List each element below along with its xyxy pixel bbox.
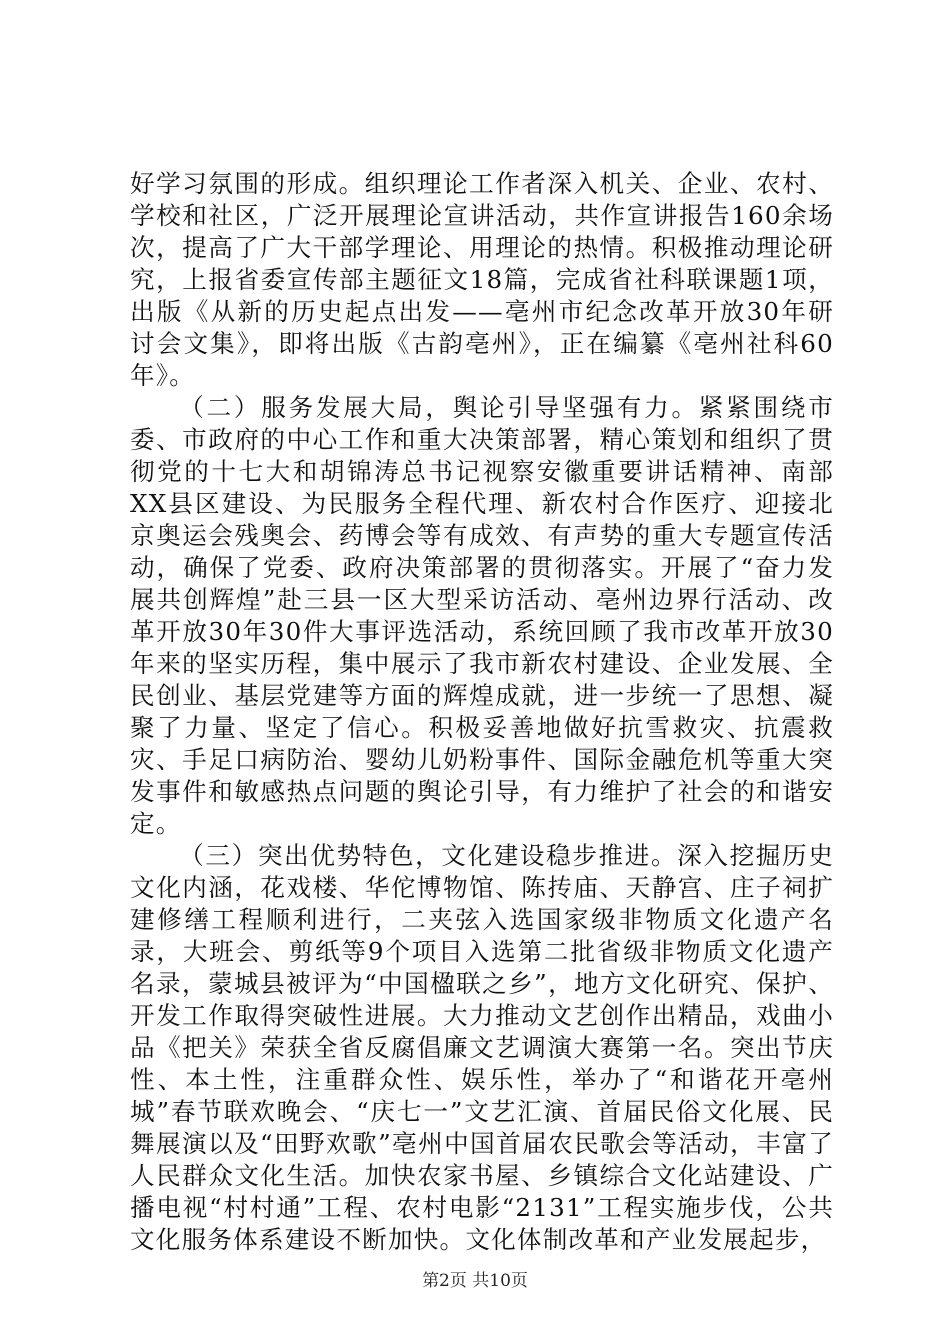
paragraph-section-three: （三）突出优势特色，文化建设稳步推进。深入挖掘历史文化内涵，花戏楼、华佗博物馆、陈抟庙、天静宫、庄子祠扩建修缮工程顺利进行，二夹弦入选国家级非物质文化遗产名录，大班会、剪纸等9个项目入选第二批省级非物质文化遗产名录，蒙城县被评为“中国楹联之乡”，地方文化研究、保护、开发工作取得突破性进展。大力推动文艺创作出精品，戏曲小品《把关》荣获全省反腐倡廉文艺调演大赛第一名。突出节庆性、本土性，注重群众性、娱乐性，举办了“和谐花开亳州城”春节联欢晚会、“庆七一”文艺汇演、首届民俗文化展、民舞展演以及“田野欢歌”亳州中国首届农民歌会等活动，丰富了人民群众文化生活。加快农家书屋、乡镇综合文化站建设、广播电视“村村通”工程、农村电影“2131”工程实施步伐，公共文化服务体系建设不断加快。文化体制改革和产业发展起步， <box>130 841 834 1254</box>
paragraph-continuation: 好学习氛围的形成。组织理论工作者深入机关、企业、农村、学校和社区，广泛开展理论宣讲活动，共作宣讲报告160余场次，提高了广大干部学理论、用理论的热情。积极推动理论研究，上报省委宣传部主题征文18篇，完成省社科联课题1项，出版《从新的历史起点出发——亳州市纪念改革开放30年研讨会文集》，即将出版《古韵亳州》，正在编纂《亳州社科60年》。 <box>130 169 834 390</box>
paragraph-section-two: （二）服务发展大局，舆论引导坚强有力。紧紧围绕市委、市政府的中心工作和重大决策部署，精心策划和组织了贯彻党的十七大和胡锦涛总书记视察安徽重要讲话精神、南部XX县区建设、为民服务全程代理、新农村合作医疗、迎接北京奥运会残奥会、药博会等有成效、有声势的重大专题宣传活动，确保了党委、政府决策部署的贯彻落实。开展了“奋力发展共创辉煌”赴三县一区大型采访活动、亳州边界行活动、改革开放30年30件大事评选活动，系统回顾了我市改革开放30年来的坚实历程，集中展示了我市新农村建设、企业发展、全民创业、基层党建等方面的辉煌成就，进一步统一了思想、凝聚了力量、坚定了信心。积极妥善地做好抗雪救灾、抗震救灾、手足口病防治、婴幼儿奶粉事件、国际金融危机等重大突发事件和敏感热点问题的舆论引导，有力维护了社会的和谐安定。 <box>130 393 834 838</box>
page-number-footer: 第2页 共10页 <box>422 1271 528 1291</box>
document-body <box>130 168 834 1256</box>
